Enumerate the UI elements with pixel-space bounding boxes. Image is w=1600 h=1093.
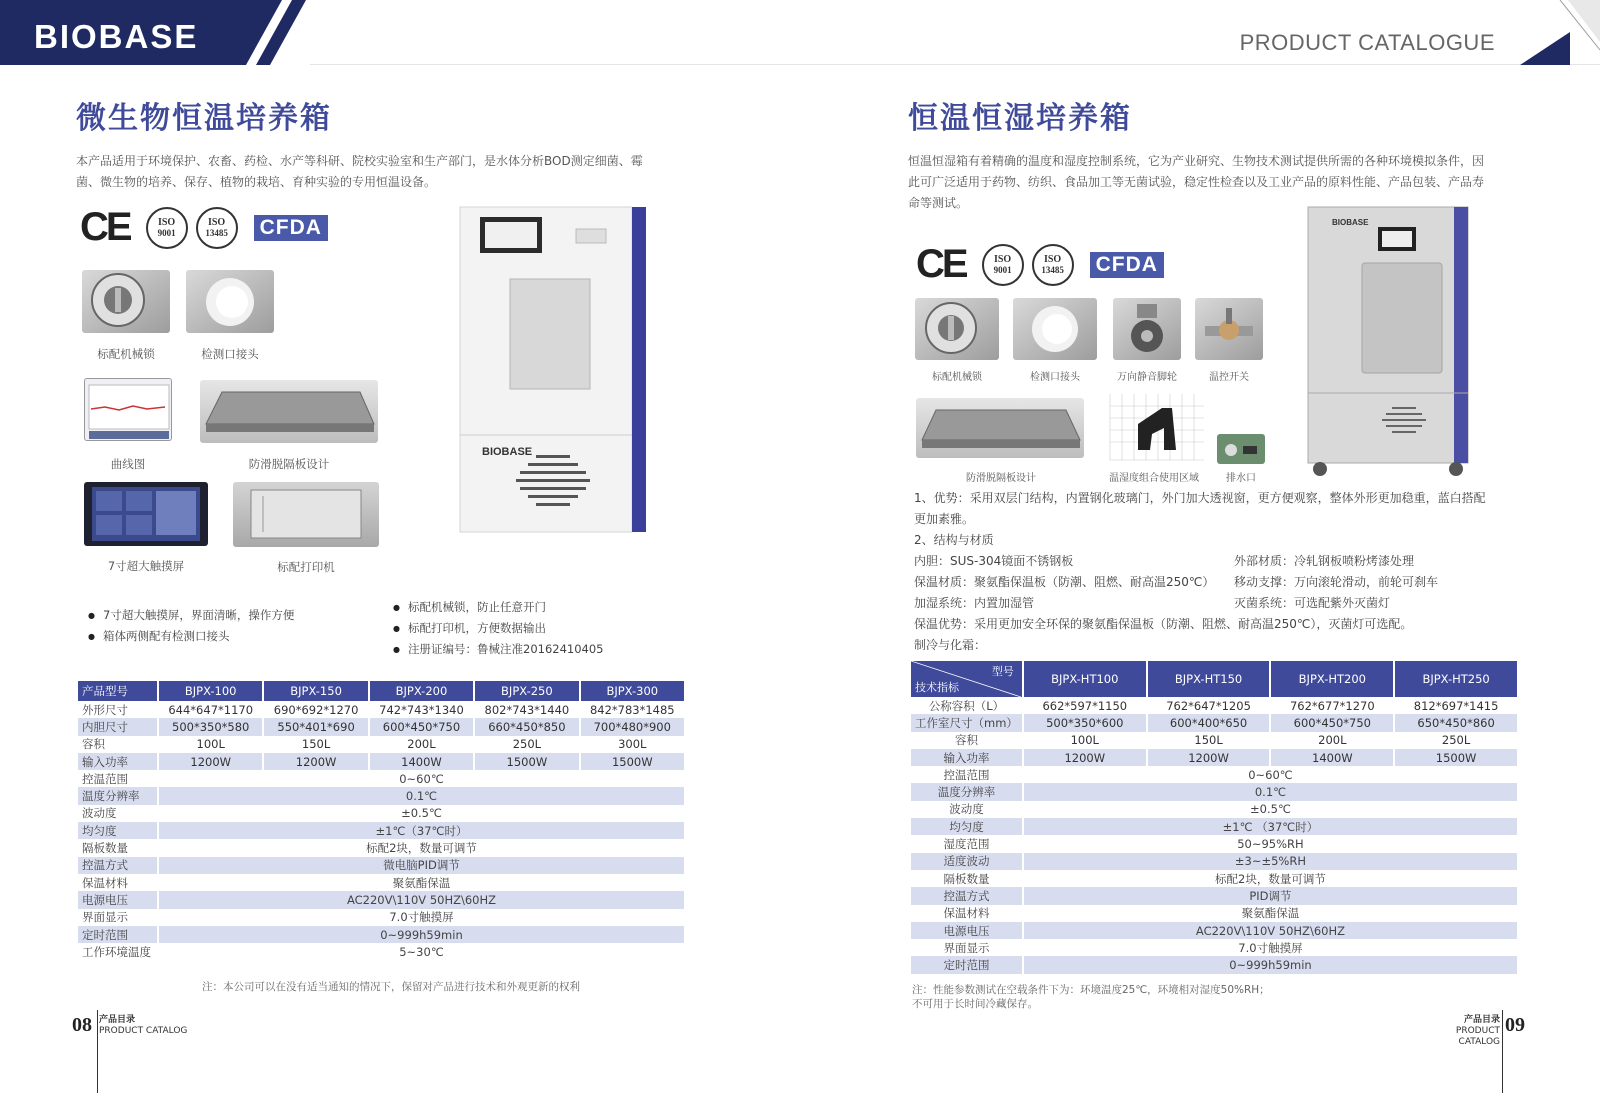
footer-en: PRODUCT CATALOG <box>99 1026 188 1036</box>
feature-line: 1、优势：采用双层门结构，内置钢化玻璃门，外门加大透视窗，更方便观察，整体外形更加稳重，蓝白搭配 <box>914 491 1486 505</box>
drain-port-photo <box>1217 434 1265 464</box>
list-item: 移动支撑：万向滚轮滑动，前轮可刹车 <box>1234 575 1439 589</box>
table-cell: 500*350*600 <box>1023 714 1147 731</box>
table-cell: 600*450*750 <box>369 718 474 735</box>
table-cell: 550*401*690 <box>263 718 368 735</box>
caption-curve-chart: 曲线图 <box>110 457 146 471</box>
right-material-list-left <box>914 551 1214 614</box>
left-feature-list-b <box>393 597 603 660</box>
right-advantage-text <box>914 614 1504 656</box>
anti-slip-shelf-photo <box>916 398 1084 458</box>
table-cell: 1400W <box>369 753 474 770</box>
table-cell: AC220V\110V 50HZ\60HZ <box>158 891 685 908</box>
table-cell: 1500W <box>580 753 685 770</box>
table-row <box>911 939 1518 956</box>
humidity-incubator-device-image <box>1306 205 1482 477</box>
printer-photo <box>233 482 379 547</box>
right-material-list-right <box>1234 551 1438 614</box>
note-line: 不可用于长时间冷藏保存。 <box>912 998 1038 1010</box>
table-cell: 标配2块，数量可调节 <box>1023 870 1518 887</box>
table-cell: ±1℃ （37℃时） <box>1023 818 1518 835</box>
list-item: 保温材质：聚氨酯保温板（防潮、阻燃、耐高温250℃） <box>914 575 1215 589</box>
iso-9001-seal-icon: ISO 9001 <box>146 207 188 249</box>
caption-anti-slip-shelf: 防滑脱隔板设计 <box>966 473 1036 484</box>
row-label: 定时范围 <box>78 926 158 943</box>
table-cell: 300L <box>580 736 685 753</box>
list-item: 内胆：SUS-304镜面不锈钢板 <box>914 554 1074 568</box>
table-row <box>911 922 1518 939</box>
row-label: 隔板数量 <box>911 870 1023 887</box>
model-header: BJPX-200 <box>369 681 474 701</box>
feature-line: 保温优势：采用更加安全环保的聚氨酯保温板（防潮、阻燃、耐高温250℃），灭菌灯可选配。 <box>914 617 1413 631</box>
table-row <box>78 909 685 926</box>
caption-area-chart: 温湿度组合使用区域 <box>1109 473 1199 484</box>
cfda-logo: CFDA <box>1090 252 1164 278</box>
table-cell: ±0.5℃ <box>158 805 685 822</box>
table-row <box>911 783 1518 800</box>
list-item: ● 注册证编号：鲁械注准20162410405 <box>393 639 603 660</box>
humidity-temperature-area-chart <box>1102 390 1206 464</box>
table-row <box>911 818 1518 835</box>
intro-line: 命等测试。 <box>908 196 969 210</box>
table-cell: 7.0寸触摸屏 <box>1023 939 1518 956</box>
row-label: 内胆尺寸 <box>78 718 158 735</box>
right-cert-row <box>916 242 1164 287</box>
intro-line: 恒温恒湿箱有着精确的温度和湿度控制系统，它为产业研究、生物技术测试提供所需的各种环境模拟条件，因 <box>908 154 1485 168</box>
corner-triangle-icon <box>1520 0 1600 66</box>
table-cell: 聚氨酯保温 <box>1023 905 1518 922</box>
list-item: ● 标配打印机，方便数据输出 <box>393 618 603 639</box>
cfda-logo: CFDA <box>254 215 328 241</box>
ce-mark-icon: CE <box>80 205 130 249</box>
table-row <box>78 787 685 804</box>
left-feature-list-a <box>88 605 294 647</box>
table-row <box>78 943 685 960</box>
table-cell: 0~999h59min <box>158 926 685 943</box>
caption-mechanical-lock: 标配机械锁 <box>97 347 155 361</box>
feature-line: 2、结构与材质 <box>914 533 994 547</box>
table-cell: 1500W <box>1394 749 1518 766</box>
list-item: 外部材质：冷轧钢板喷粉烤漆处理 <box>1234 554 1415 568</box>
list-item: 加湿系统：内置加湿管 <box>914 596 1035 610</box>
table-row <box>911 887 1518 904</box>
model-header: BJPX-HT150 <box>1147 661 1271 697</box>
table-cell: 5~30℃ <box>158 943 685 960</box>
right-footer-label <box>1420 1015 1500 1048</box>
footer-cn: 产品目录 <box>99 1015 136 1025</box>
caption-caster-wheel: 万向静音脚轮 <box>1117 372 1177 383</box>
left-footer-label <box>99 1015 187 1037</box>
table-row <box>911 732 1518 749</box>
table-cell: 150L <box>1147 732 1271 749</box>
table-cell: 500*350*580 <box>158 718 263 735</box>
ce-mark-icon: CE <box>916 242 966 286</box>
table-cell: 842*783*1485 <box>580 701 685 718</box>
corner-top-label: 型号 <box>991 665 1014 678</box>
incubator-device-image <box>458 205 648 535</box>
table-cell: 742*743*1340 <box>369 701 474 718</box>
table-cell: ±0.5℃ <box>1023 801 1518 818</box>
row-label: 容积 <box>911 732 1023 749</box>
table-row <box>911 905 1518 922</box>
row-label: 控温范围 <box>78 770 158 787</box>
table-cell: 762*647*1205 <box>1147 697 1271 714</box>
caption-test-port: 检测口接头 <box>201 347 259 361</box>
table-cell: 200L <box>1270 732 1394 749</box>
row-label: 保温材料 <box>911 905 1023 922</box>
table-row <box>911 766 1518 783</box>
table-row <box>78 839 685 856</box>
left-cert-row <box>80 205 328 250</box>
list-item: ● 标配机械锁，防止任意开门 <box>393 597 603 618</box>
table-cell: PID调节 <box>1023 887 1518 904</box>
right-feature-text <box>914 488 1504 551</box>
row-label: 均匀度 <box>911 818 1023 835</box>
table-cell: 聚氨酯保温 <box>158 874 685 891</box>
table-row <box>78 805 685 822</box>
table-cell: 0.1℃ <box>1023 783 1518 800</box>
left-intro <box>76 151 666 193</box>
table-cell: 1400W <box>1270 749 1394 766</box>
model-header: BJPX-100 <box>158 681 263 701</box>
right-spec-table <box>911 661 1519 974</box>
test-port-photo <box>1013 298 1097 360</box>
table-cell: 600*400*650 <box>1147 714 1271 731</box>
table-row <box>911 714 1518 731</box>
left-page-number: 08 <box>72 1014 92 1036</box>
row-label: 温度分辨率 <box>78 787 158 804</box>
table-cell: 200L <box>369 736 474 753</box>
table-cell: 1500W <box>474 753 579 770</box>
footer-cn: 产品目录 <box>1463 1015 1500 1025</box>
curve-chart-photo <box>84 378 172 441</box>
table-row <box>78 926 685 943</box>
table-row <box>78 753 685 770</box>
row-label: 输入功率 <box>78 753 158 770</box>
table-row <box>911 697 1518 714</box>
row-label: 外形尺寸 <box>78 701 158 718</box>
table-row <box>78 718 685 735</box>
iso-13485-seal-icon: ISO 13485 <box>196 207 238 249</box>
model-header: BJPX-300 <box>580 681 685 701</box>
caption-touch-screen: 7寸超大触摸屏 <box>107 559 185 573</box>
list-item: ● 箱体两侧配有检测口接头 <box>88 626 294 647</box>
model-header: BJPX-HT200 <box>1270 661 1394 697</box>
row-label: 界面显示 <box>78 909 158 926</box>
table-cell: 700*480*900 <box>580 718 685 735</box>
row-label: 控温方式 <box>78 857 158 874</box>
device-brand-label: BIOBASE <box>1332 218 1369 227</box>
intro-line: 本产品适用于环境保护、农畜、药检、水产等科研、院校实验室和生产部门，是水体分析BOD测定细菌、霉 <box>76 154 643 168</box>
right-page-number: 09 <box>1505 1014 1525 1036</box>
table-cell: 662*597*1150 <box>1023 697 1147 714</box>
table-cell: 150L <box>263 736 368 753</box>
table-cell: 0~60℃ <box>1023 766 1518 783</box>
right-page-title: 恒温恒湿培养箱 <box>908 101 1132 136</box>
table-row <box>78 770 685 787</box>
table-cell: 100L <box>1023 732 1147 749</box>
row-label: 温度分辨率 <box>911 783 1023 800</box>
row-label: 保温材料 <box>78 874 158 891</box>
table-cell: 0~60℃ <box>158 770 685 787</box>
table-cell: ±1℃（37℃时） <box>158 822 685 839</box>
table-row <box>911 853 1518 870</box>
note-line: 注：性能参数测试在空载条件下为：环境温度25℃，环境相对湿度50%RH； <box>912 984 1270 996</box>
left-note: 注：本公司可以在没有适当通知的情况下，保留对产品进行技术和外观更新的权利 <box>202 981 580 993</box>
caption-mechanical-lock: 标配机械锁 <box>932 372 982 383</box>
table-cell: 0.1℃ <box>158 787 685 804</box>
caption-temperature-switch: 温控开关 <box>1209 372 1249 383</box>
table-cell: ±3~±5%RH <box>1023 853 1518 870</box>
mechanical-lock-photo <box>915 298 999 360</box>
table-cell: 微电脑PID调节 <box>158 857 685 874</box>
caption-drain-port: 排水口 <box>1226 473 1256 484</box>
table-row <box>911 749 1518 766</box>
row-label: 容积 <box>78 736 158 753</box>
table-row <box>911 870 1518 887</box>
right-note <box>912 983 1270 1011</box>
mechanical-lock-photo <box>82 270 170 333</box>
iso-13485-seal-icon: ISO 13485 <box>1032 244 1074 286</box>
caption-printer: 标配打印机 <box>277 560 335 574</box>
row-label: 电源电压 <box>78 891 158 908</box>
caption-anti-slip-shelf: 防滑脱隔板设计 <box>248 457 330 471</box>
row-label: 波动度 <box>911 801 1023 818</box>
footer-en: PRODUCT CATALOG <box>1455 1026 1500 1047</box>
corner-bottom-label: 技术指标 <box>915 681 959 694</box>
table-cell: 标配2块，数量可调节 <box>158 839 685 856</box>
brand-logo: BIOBASE <box>34 18 199 55</box>
table-cell: AC220V\110V 50HZ\60HZ <box>1023 922 1518 939</box>
table-row <box>911 835 1518 852</box>
table-cell: 250L <box>1394 732 1518 749</box>
left-spec-table <box>78 681 686 960</box>
table-cell: 762*677*1270 <box>1270 697 1394 714</box>
table-row <box>78 891 685 908</box>
table-cell: 50~95%RH <box>1023 835 1518 852</box>
row-label: 控温方式 <box>911 887 1023 904</box>
feature-line: 制冷与化霜： <box>914 638 987 652</box>
table-cell: 600*450*750 <box>1270 714 1394 731</box>
row-label: 电源电压 <box>911 922 1023 939</box>
table-cell: 0~999h59min <box>1023 956 1518 973</box>
temperature-switch-photo <box>1195 298 1263 360</box>
list-item: 灭菌系统：可选配紫外灭菌灯 <box>1234 596 1391 610</box>
row-label: 控温范围 <box>911 766 1023 783</box>
intro-line: 此可广泛适用于药物、纺织、食品加工等无菌试验，稳定性检查以及工业产品的原料性能、产品包装、产品寿 <box>908 175 1485 189</box>
table-row <box>78 874 685 891</box>
table-cell: 1200W <box>263 753 368 770</box>
table-cell: 1200W <box>158 753 263 770</box>
intro-line: 菌、微生物的培养、保存、植物的栽培、育种实验的专用恒温设备。 <box>76 175 437 189</box>
table-cell: 802*743*1440 <box>474 701 579 718</box>
table-cell: 812*697*1415 <box>1394 697 1518 714</box>
model-header: BJPX-150 <box>263 681 368 701</box>
table-header-corner <box>911 661 1023 697</box>
table-row <box>911 956 1518 973</box>
touch-screen-photo <box>84 482 208 546</box>
table-row <box>78 736 685 753</box>
row-label: 湿度范围 <box>911 835 1023 852</box>
table-row <box>78 701 685 718</box>
row-label: 输入功率 <box>911 749 1023 766</box>
header-divider <box>310 64 1600 65</box>
table-header-label: 产品型号 <box>78 681 158 701</box>
table-header-row <box>78 681 685 701</box>
table-cell: 660*450*850 <box>474 718 579 735</box>
row-label: 定时范围 <box>911 956 1023 973</box>
caster-wheel-photo <box>1113 298 1181 360</box>
caption-test-port: 检测口接头 <box>1030 372 1080 383</box>
row-label: 均匀度 <box>78 822 158 839</box>
row-label: 适度波动 <box>911 853 1023 870</box>
right-footer-line <box>1502 1010 1503 1093</box>
table-row <box>78 822 685 839</box>
row-label: 公称容积（L） <box>911 697 1023 714</box>
table-cell: 250L <box>474 736 579 753</box>
table-cell: 100L <box>158 736 263 753</box>
row-label: 工作环境温度 <box>78 943 158 960</box>
list-item: ● 7寸超大触摸屏，界面清晰，操作方便 <box>88 605 294 626</box>
table-row <box>911 801 1518 818</box>
feature-line: 更加素雅。 <box>914 512 975 526</box>
row-label: 隔板数量 <box>78 839 158 856</box>
table-cell: 1200W <box>1147 749 1271 766</box>
model-header: BJPX-250 <box>474 681 579 701</box>
row-label: 界面显示 <box>911 939 1023 956</box>
model-header: BJPX-HT250 <box>1394 661 1518 697</box>
left-footer-line <box>97 1010 98 1093</box>
catalog-title: PRODUCT CATALOGUE <box>1239 30 1495 55</box>
table-row <box>78 857 685 874</box>
iso-9001-seal-icon: ISO 9001 <box>982 244 1024 286</box>
row-label: 工作室尺寸（mm） <box>911 714 1023 731</box>
table-cell: 1200W <box>1023 749 1147 766</box>
left-page-title: 微生物恒温培养箱 <box>76 101 332 136</box>
device-brand-label: BIOBASE <box>482 446 533 458</box>
model-header: BJPX-HT100 <box>1023 661 1147 697</box>
table-cell: 7.0寸触摸屏 <box>158 909 685 926</box>
row-label: 波动度 <box>78 805 158 822</box>
table-cell: 690*692*1270 <box>263 701 368 718</box>
table-header-row <box>911 661 1518 697</box>
table-cell: 644*647*1170 <box>158 701 263 718</box>
test-port-photo <box>186 270 274 333</box>
table-cell: 650*450*860 <box>1394 714 1518 731</box>
anti-slip-shelf-photo <box>200 380 378 443</box>
